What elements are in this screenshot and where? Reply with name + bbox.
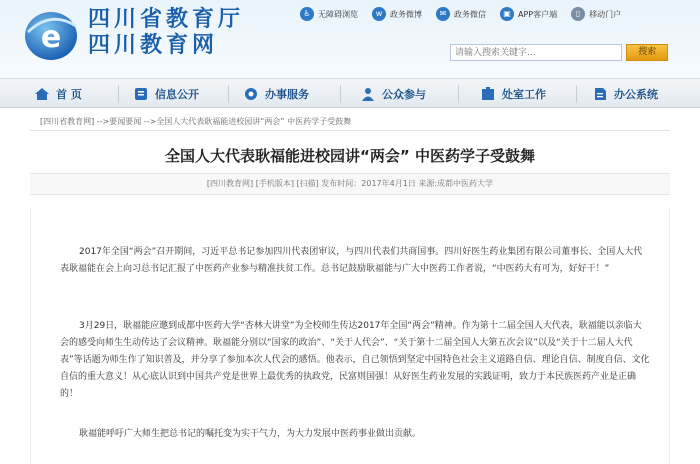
top-links: [300, 6, 621, 22]
nav-divider: [458, 85, 459, 103]
search-button[interactable]: 搜索: [626, 44, 668, 61]
article-meta: [四川教育网] [手机版本] [扫描] 发布时间：2017年4月1日 来源:成都中医药大学: [30, 173, 670, 195]
nav-item-home[interactable]: [34, 79, 82, 109]
top-link-label: 无障碍浏览: [318, 9, 358, 19]
top-link-label: 政务微信: [454, 9, 486, 19]
search-bar: [450, 44, 668, 61]
nav-divider: [340, 85, 341, 103]
divider: [30, 130, 670, 131]
top-link-label: 移动门户: [589, 9, 622, 19]
e-logo-icon[interactable]: [22, 6, 80, 64]
nav-divider: [228, 85, 229, 103]
accessibility-icon: ♿: [300, 7, 314, 21]
top-link-weibo[interactable]: [372, 7, 422, 21]
system-icon: [592, 86, 608, 102]
svg-text:e: e: [40, 20, 62, 55]
people-icon: [360, 86, 376, 102]
site-title-line2: 四川教育网: [88, 32, 219, 58]
top-link-mobile[interactable]: [571, 7, 621, 21]
home-icon: [34, 86, 50, 102]
nav-divider: [576, 85, 577, 103]
nav-item-system[interactable]: [592, 79, 658, 109]
nav-label: 办公系统: [614, 88, 658, 101]
nav-item-public[interactable]: [360, 79, 426, 109]
top-link-accessibility[interactable]: [300, 7, 358, 21]
site-title-line1: 四川省教育厅: [88, 6, 245, 32]
nav-item-office[interactable]: [480, 79, 546, 109]
app-icon: ▣: [500, 7, 514, 21]
info-icon: [133, 86, 149, 102]
nav-item-service[interactable]: [243, 79, 309, 109]
site-title[interactable]: [88, 6, 244, 58]
site-header: [0, 0, 700, 78]
top-link-label: 政务微博: [390, 9, 422, 19]
wechat-icon: ✉: [436, 7, 450, 21]
search-input[interactable]: [450, 44, 622, 61]
weibo-icon: w: [372, 7, 386, 21]
service-icon: [243, 86, 259, 102]
breadcrumb[interactable]: [四川省教育网] -->要闻要闻 -->全国人大代表耿福能进校园讲“两会” 中医药学子受鼓舞: [40, 117, 352, 126]
nav-item-info[interactable]: [133, 79, 199, 109]
mobile-icon: ▯: [571, 7, 585, 21]
nav-label: 办事服务: [265, 88, 309, 101]
top-link-wechat[interactable]: [436, 7, 486, 21]
main-nav: [0, 78, 700, 108]
article-paragraph: 耿福能呼吁广大师生把总书记的嘱托变为实干气力，为大力发展中医药事业做出贡献。: [79, 429, 422, 439]
nav-label: 信息公开: [155, 88, 199, 101]
article-title: 全国人大代表耿福能进校园讲“两会” 中医药学子受鼓舞: [165, 147, 535, 165]
top-link-app[interactable]: [500, 7, 557, 21]
nav-label: 首 页: [56, 88, 82, 101]
top-link-label: APP客户端: [518, 9, 558, 19]
article-paragraph: 2017年全国“两会”召开期间，习近平总书记参加四川代表团审议，与四川代表们共商国事。四川好医生药业集团有限公司董事长、全国人大代表耿福能在会上向习总书记汇报了中医药产业参与精准扶贫工作。总书记鼓励耿福能与广大中医药工作者说，“中医药大有可为，好好干！”: [60, 247, 643, 274]
nav-divider: [118, 85, 119, 103]
article-paragraph: 3月29日，耿福能应邀到成都中医药大学“杏林大讲堂”为全校师生传达2017年全国“两会”精神。作为第十二届全国人大代表，耿福能以亲临大会的感受向师生生动传达了会议精神。耿福能分别以“国家的政治”、“关于人代会”、“关于第十二届全国人大第五次会议”以及“关于十二届人大代表”等话题为师生作了知识普及，并分享了参加本次人代会的感悟。他表示，自己领悟到坚定中国特色社会主义道路自信、理论自信、制度自信、文化自信的重大意义！从心底认识到中国共产党是世界上最优秀的执政党，民富则国强！从好医生药业发展的实践证明，致力于本民族医药产业是正确的！: [60, 321, 650, 399]
office-icon: [480, 86, 496, 102]
nav-label: 处室工作: [502, 88, 546, 101]
nav-label: 公众参与: [382, 88, 426, 101]
